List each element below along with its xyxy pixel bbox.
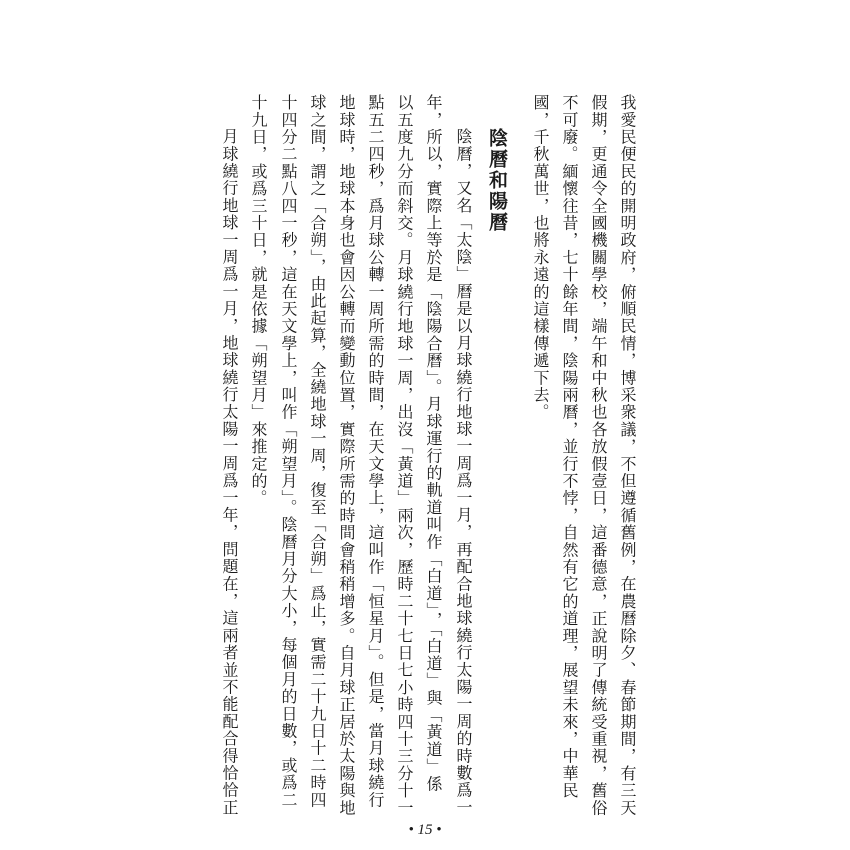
body-text-column: 假期，更通令全國機關學校，端午和中秋也各放假壹日，這番德意，正說明了傳統受重視，舊俗 (589, 94, 608, 817)
body-text-column: 以五度九分而斜交。月球繞行地球一周，出沒「黃道」兩次，歷時二十七日七小時四十三分十一 (395, 94, 414, 817)
body-text-column: 月球繞行地球一周爲一月，地球繞行太陽一周爲一年，問題在，這兩者並不能配合得恰恰正 (220, 128, 239, 816)
body-text-column: 我愛民便民的開明政府，俯順民情，博采衆議，不但遵循舊例，在農曆除夕、春節期間，有三天 (618, 94, 637, 817)
page-number: • 15 • (408, 822, 442, 838)
body-text-column: 不可廢。緬懷往昔，七十餘年間，陰陽兩曆，並行不悖，自然有它的道理，展望未來，中華民 (560, 94, 579, 800)
body-text-column: 年，所以，實際上等於是「陰陽合曆」。月球運行的軌道叫作「白道」，「白道」與「黃道」係 (424, 94, 443, 793)
body-text-column: 十九日，或爲三十日，就是依據「朔望月」來推定的。 (249, 94, 268, 507)
body-text-column: 點五二四秒，爲月球公轉一周所需的時間，在天文學上，這叫作「恒星月」。但是，當月球繞行 (366, 94, 385, 809)
body-text-column: 國，千秋萬世，也將永遠的這樣傳遞下去。 (531, 94, 550, 421)
body-text-column: 球之間，謂之「合朔」，由此起算，全繞地球一周，復至「合朔」爲止，實需二十九日十二時四 (308, 94, 327, 809)
body-text-column: 地球時，地球本身也會因公轉而變動位置，實際所需的時間會稍稍增多。自月球正居於太陽與地 (337, 94, 356, 817)
body-text-column: 十四分二點八四一秒，這在天文學上，叫作「朔望月」。陰曆月分大小，每個月的日數，或爲二 (279, 94, 298, 809)
section-heading: 陰曆和陽曆 (486, 128, 508, 233)
body-text-column: 陰曆，又名「太陰」曆是以月球繞行地球一周爲一月，再配合地球繞行太陽一周的時數爲一 (454, 128, 473, 816)
